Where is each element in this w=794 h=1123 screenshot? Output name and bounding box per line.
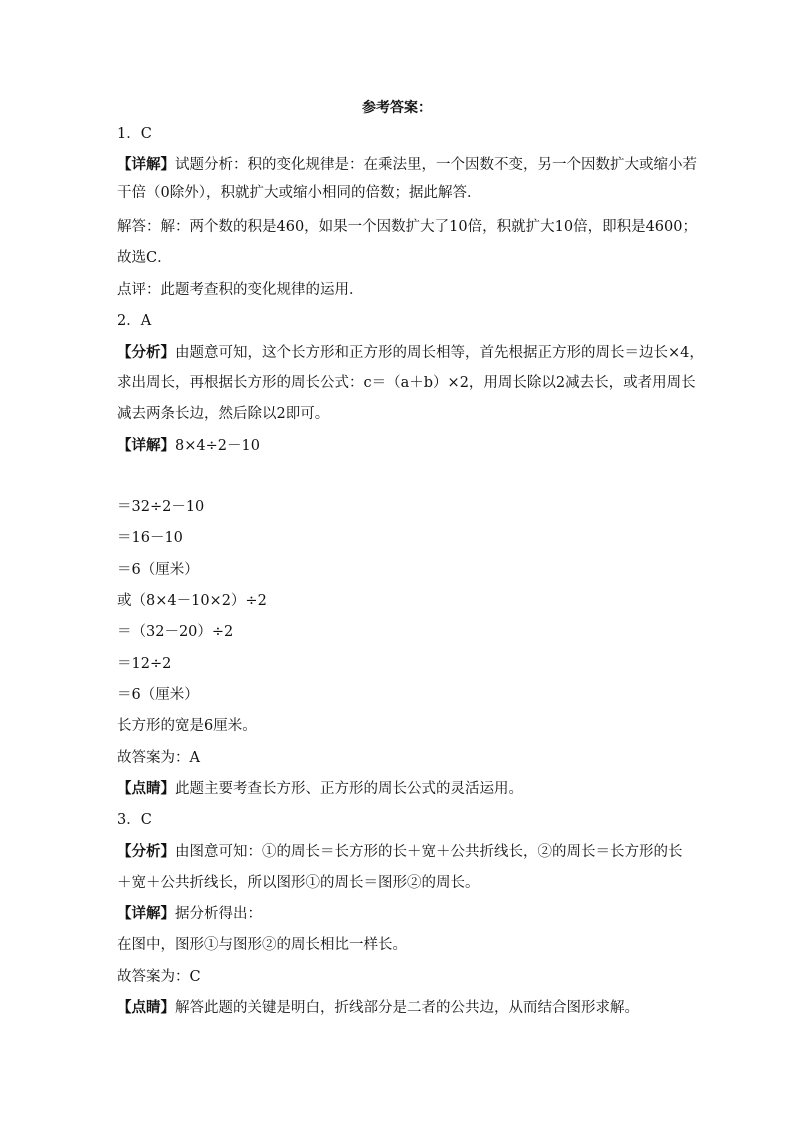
q3-final-answer: 故答案为：C xyxy=(117,969,201,985)
q2-analysis-text-1: 由题意可知，这个长方形和正方形的周长相等，首先根据正方形的周长＝边长×4， xyxy=(175,345,704,361)
q3-detail-text: 据分析得出： xyxy=(175,906,262,922)
q1-answer: 1．C xyxy=(117,126,152,142)
q2-analysis-line-2: 求出周长，再根据长方形的周长公式：c＝（a＋b）×2，用周长除以2减去长，或者用周长 xyxy=(117,375,696,391)
q3-detail-line xyxy=(117,904,697,924)
q2-step-3: ＝6（厘米） xyxy=(117,562,199,578)
q3-comment-tag: 【点睛】 xyxy=(117,999,175,1016)
q2-comment-tag: 【点睛】 xyxy=(117,780,175,797)
q2-conclusion: 长方形的宽是6厘米。 xyxy=(117,718,257,734)
q3-analysis-tag: 【分析】 xyxy=(117,843,175,860)
q3-comment-text: 解答此题的关键是明白，折线部分是二者的公共边，从而结合图形求解。 xyxy=(175,1000,639,1016)
q1-comment: 点评：此题考查积的变化规律的运用． xyxy=(117,282,364,298)
q2-final-answer: 故答案为：A xyxy=(117,750,200,766)
q2-analysis-line-3: 减去两条长边，然后除以2即可。 xyxy=(117,406,330,422)
q2-comment-text: 此题主要考查长方形、正方形的周长公式的灵活运用。 xyxy=(175,781,523,797)
q1-detail-line-1 xyxy=(117,155,697,175)
q2-analysis-line-1 xyxy=(117,343,704,363)
q2-answer: 2．A xyxy=(117,313,152,329)
q2-step-6: ＝12÷2 xyxy=(117,656,172,672)
q3-detail-line-2: 在图中，图形①与图形②的周长相比一样长。 xyxy=(117,937,407,953)
q3-analysis-line-2: ＋宽＋公共折线长，所以图形①的周长＝图形②的周长。 xyxy=(117,875,480,891)
q3-analysis-line-1 xyxy=(117,842,697,862)
q3-comment-line xyxy=(117,998,697,1018)
q3-answer: 3．C xyxy=(117,812,152,828)
q2-detail-line xyxy=(117,436,697,456)
q1-detail-line-2: 干倍（0除外），积就扩大或缩小相同的倍数；据此解答． xyxy=(117,185,482,201)
q2-step-4: 或（8×4－10×2）÷2 xyxy=(117,593,267,609)
q3-detail-tag: 【详解】 xyxy=(117,905,175,922)
q2-detail-expr: 8×4÷2－10 xyxy=(175,438,260,454)
q2-step-5: ＝（32－20）÷2 xyxy=(117,624,234,640)
q2-comment-line xyxy=(117,779,697,799)
q1-detail-text-1: 试题分析：积的变化规律是：在乘法里，一个因数不变，另一个因数扩大或缩小若 xyxy=(175,157,697,173)
q1-solution: 解答：解：两个数的积是460，如果一个因数扩大了10倍，积就扩大10倍，即积是4600； xyxy=(117,219,697,235)
q1-choice: 故选C． xyxy=(117,250,172,266)
q2-step-1: ＝32÷2－10 xyxy=(117,499,205,515)
q2-step-2: ＝16－10 xyxy=(117,530,183,546)
q2-step-7: ＝6（厘米） xyxy=(117,687,199,703)
q2-analysis-tag: 【分析】 xyxy=(117,344,175,361)
q3-analysis-text-1: 由图意可知：①的周长＝长方形的长＋宽＋公共折线长，②的周长＝长方形的长 xyxy=(175,844,683,860)
page-title: 参考答案： xyxy=(362,100,432,116)
q2-detail-tag: 【详解】 xyxy=(117,437,175,454)
q1-detail-tag: 【详解】 xyxy=(117,156,175,173)
